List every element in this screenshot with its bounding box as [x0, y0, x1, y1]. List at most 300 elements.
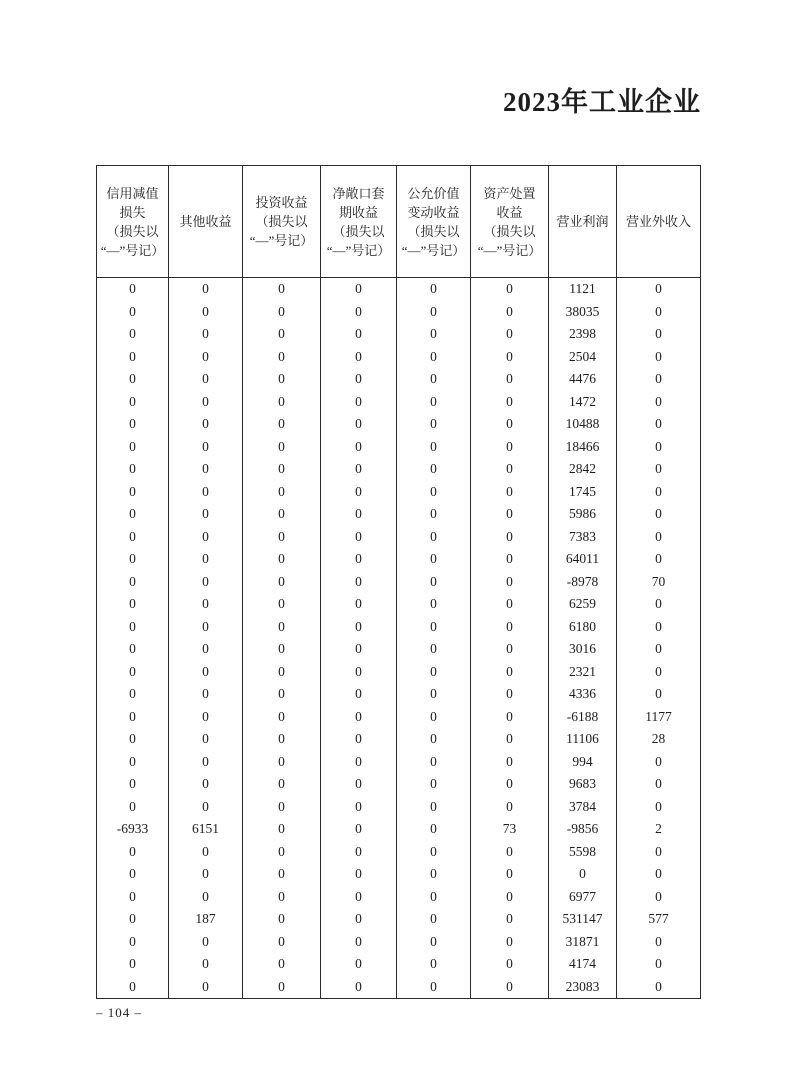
- table-cell: 0: [471, 413, 549, 436]
- table-cell: 0: [321, 301, 397, 324]
- table-cell: 0: [97, 616, 169, 639]
- table-cell: 0: [397, 661, 471, 684]
- table-cell: 0: [471, 796, 549, 819]
- table-cell: 0: [397, 683, 471, 706]
- table-row: [97, 278, 701, 301]
- table-cell: 0: [97, 368, 169, 391]
- table-cell: 0: [617, 458, 701, 481]
- table-cell: 0: [397, 706, 471, 729]
- table-cell: 0: [243, 818, 321, 841]
- table-cell: 0: [471, 953, 549, 976]
- table-header-row: [97, 166, 701, 278]
- table-cell: 4476: [549, 368, 617, 391]
- table-cell: 0: [243, 638, 321, 661]
- table-cell: 0: [471, 976, 549, 999]
- table-cell: 0: [97, 773, 169, 796]
- column-header-investment-income: [243, 166, 321, 278]
- table-cell: 0: [321, 458, 397, 481]
- table-cell: 1177: [617, 706, 701, 729]
- table-cell: 0: [617, 526, 701, 549]
- table-cell: 0: [97, 548, 169, 571]
- table-cell: 0: [471, 841, 549, 864]
- table-cell: 0: [397, 931, 471, 954]
- table-cell: 0: [397, 278, 471, 301]
- table-cell: 0: [471, 548, 549, 571]
- table-cell: -6188: [549, 706, 617, 729]
- table-cell: 0: [617, 841, 701, 864]
- table-cell: 0: [617, 953, 701, 976]
- table-cell: 0: [243, 908, 321, 931]
- table-row: [97, 593, 701, 616]
- table-cell: 18466: [549, 436, 617, 459]
- table-cell: 0: [97, 458, 169, 481]
- table-cell: 0: [471, 391, 549, 414]
- table-cell: 6180: [549, 616, 617, 639]
- table-cell: 0: [471, 706, 549, 729]
- table-cell: 0: [97, 593, 169, 616]
- table-cell: 0: [97, 301, 169, 324]
- table-row: [97, 953, 701, 976]
- table-cell: 0: [321, 796, 397, 819]
- table-cell: 0: [397, 728, 471, 751]
- table-cell: 0: [617, 301, 701, 324]
- table-cell: 0: [471, 526, 549, 549]
- table-cell: 0: [97, 706, 169, 729]
- table-row: [97, 571, 701, 594]
- table-cell: 0: [397, 773, 471, 796]
- column-header-fair-value-change-income: [397, 166, 471, 278]
- table-cell: 0: [321, 391, 397, 414]
- table-cell: 0: [169, 391, 243, 414]
- table-row: [97, 616, 701, 639]
- table-cell: 0: [471, 728, 549, 751]
- table-cell: 0: [617, 886, 701, 909]
- table-row: [97, 301, 701, 324]
- table-header: [97, 166, 701, 278]
- table-cell: 0: [397, 863, 471, 886]
- table-cell: 0: [321, 323, 397, 346]
- table-cell: 0: [617, 661, 701, 684]
- column-header-line: （损失以: [483, 223, 536, 239]
- page-number: – 104 –: [96, 1005, 142, 1020]
- table-cell: 2842: [549, 458, 617, 481]
- table-cell: 5598: [549, 841, 617, 864]
- table-cell: 0: [169, 458, 243, 481]
- table-cell: 0: [243, 278, 321, 301]
- table-cell: 0: [243, 436, 321, 459]
- column-header-line: “—”号记）: [100, 242, 165, 258]
- table-cell: 0: [243, 931, 321, 954]
- table-cell: 0: [243, 346, 321, 369]
- table-cell: 0: [97, 481, 169, 504]
- column-header-line: 变动收益: [407, 204, 460, 220]
- table-cell: 0: [321, 616, 397, 639]
- table-cell: 10488: [549, 413, 617, 436]
- table-cell: 0: [471, 458, 549, 481]
- table-cell: 0: [169, 413, 243, 436]
- table-row: [97, 908, 701, 931]
- table-cell: 0: [617, 751, 701, 774]
- table-cell: 0: [97, 571, 169, 594]
- table-cell: 0: [321, 368, 397, 391]
- table-cell: 0: [97, 391, 169, 414]
- table-cell: 0: [97, 728, 169, 751]
- table-cell: 0: [97, 683, 169, 706]
- table-cell: 0: [397, 526, 471, 549]
- table-cell: 31871: [549, 931, 617, 954]
- table-cell: 0: [321, 481, 397, 504]
- table-cell: 0: [617, 346, 701, 369]
- column-header-line: 营业外收入: [625, 214, 691, 229]
- table-cell: 0: [397, 976, 471, 999]
- column-header-line: “—”号记）: [326, 242, 391, 258]
- table-cell: 0: [397, 841, 471, 864]
- table-cell: 0: [169, 773, 243, 796]
- table-cell: 0: [397, 638, 471, 661]
- table-row: [97, 931, 701, 954]
- table-cell: 0: [169, 323, 243, 346]
- table-cell: 38035: [549, 301, 617, 324]
- column-header-line: 信用减值: [106, 185, 159, 201]
- table-cell: 0: [397, 458, 471, 481]
- table-cell: 0: [617, 503, 701, 526]
- table-cell: 2321: [549, 661, 617, 684]
- table-cell: 0: [321, 818, 397, 841]
- table-cell: 0: [97, 841, 169, 864]
- table-cell: 0: [321, 413, 397, 436]
- table-cell: 0: [169, 863, 243, 886]
- table-cell: 0: [321, 886, 397, 909]
- table-cell: 0: [617, 391, 701, 414]
- table-cell: 0: [617, 931, 701, 954]
- table-cell: 0: [321, 503, 397, 526]
- table-cell: 0: [169, 503, 243, 526]
- table-cell: 0: [243, 571, 321, 594]
- table-cell: 0: [617, 976, 701, 999]
- table-cell: 0: [97, 796, 169, 819]
- table-cell: 6977: [549, 886, 617, 909]
- table-cell: 4336: [549, 683, 617, 706]
- table-cell: 0: [97, 931, 169, 954]
- table-cell: 0: [243, 796, 321, 819]
- table-cell: 0: [243, 683, 321, 706]
- table-cell: 0: [243, 886, 321, 909]
- table-cell: 0: [169, 728, 243, 751]
- table-cell: 0: [397, 571, 471, 594]
- table-cell: 0: [397, 908, 471, 931]
- column-header-asset-disposal-income: [471, 166, 549, 278]
- column-header-line: 资产处置: [483, 185, 536, 201]
- table-cell: 0: [97, 886, 169, 909]
- table-cell: -6933: [97, 818, 169, 841]
- table-cell: 0: [471, 278, 549, 301]
- table-cell: 0: [397, 346, 471, 369]
- table-cell: 0: [243, 616, 321, 639]
- table-cell: 0: [397, 818, 471, 841]
- table-cell: 5986: [549, 503, 617, 526]
- table-cell: 0: [617, 368, 701, 391]
- table-cell: 0: [471, 436, 549, 459]
- table-cell: 0: [169, 976, 243, 999]
- column-header-line: 损失: [119, 204, 146, 220]
- table-cell: 0: [243, 481, 321, 504]
- table-cell: 1472: [549, 391, 617, 414]
- table-row: [97, 818, 701, 841]
- table-cell: 0: [321, 436, 397, 459]
- table-row: [97, 638, 701, 661]
- table-cell: 2398: [549, 323, 617, 346]
- table-cell: 7383: [549, 526, 617, 549]
- table-cell: 0: [321, 683, 397, 706]
- table-cell: 0: [169, 481, 243, 504]
- table-cell: 0: [97, 863, 169, 886]
- table-cell: -8978: [549, 571, 617, 594]
- column-header-line: “—”号记）: [477, 242, 542, 258]
- table-cell: 0: [169, 301, 243, 324]
- table-cell: 0: [243, 413, 321, 436]
- table-cell: 0: [321, 661, 397, 684]
- table-cell: 0: [617, 436, 701, 459]
- table-cell: 0: [97, 526, 169, 549]
- table-cell: 3784: [549, 796, 617, 819]
- table-cell: 0: [471, 638, 549, 661]
- table-cell: 0: [243, 526, 321, 549]
- table-row: [97, 436, 701, 459]
- table-cell: 0: [471, 931, 549, 954]
- table-cell: 0: [321, 773, 397, 796]
- column-header-line: 公允价值: [407, 185, 460, 201]
- table-cell: 0: [169, 616, 243, 639]
- table-row: [97, 706, 701, 729]
- table-cell: 0: [169, 751, 243, 774]
- table-row: [97, 346, 701, 369]
- table-cell: 0: [243, 503, 321, 526]
- table-cell: 0: [549, 863, 617, 886]
- table-row: [97, 413, 701, 436]
- table-cell: 0: [321, 976, 397, 999]
- table-cell: -9856: [549, 818, 617, 841]
- table-row: [97, 368, 701, 391]
- table-cell: 0: [397, 886, 471, 909]
- table-cell: 0: [617, 616, 701, 639]
- table-cell: 0: [471, 751, 549, 774]
- table-cell: 0: [397, 548, 471, 571]
- table-cell: 0: [471, 908, 549, 931]
- table-cell: 0: [397, 481, 471, 504]
- table-cell: 0: [471, 886, 549, 909]
- table-cell: 0: [169, 886, 243, 909]
- table-cell: 23083: [549, 976, 617, 999]
- table-cell: 0: [243, 593, 321, 616]
- table-row: [97, 391, 701, 414]
- table-cell: 0: [243, 706, 321, 729]
- column-header-line: “—”号记）: [249, 233, 314, 248]
- table-cell: 0: [169, 661, 243, 684]
- table-cell: 994: [549, 751, 617, 774]
- table-row: [97, 863, 701, 886]
- column-header-line: 营业利润: [556, 214, 609, 229]
- table-cell: 0: [397, 436, 471, 459]
- table-cell: 187: [169, 908, 243, 931]
- column-header-line: （损失以: [106, 223, 159, 239]
- column-header-line: （损失以: [332, 223, 385, 239]
- column-header-line: 收益: [496, 204, 523, 220]
- table-cell: 0: [321, 751, 397, 774]
- table-cell: 0: [321, 728, 397, 751]
- page-title: 2023年工业企业: [503, 87, 701, 117]
- table-cell: 64011: [549, 548, 617, 571]
- table-cell: 0: [471, 863, 549, 886]
- table-cell: 0: [321, 548, 397, 571]
- table-cell: 0: [243, 548, 321, 571]
- table-cell: 0: [471, 481, 549, 504]
- table-cell: 28: [617, 728, 701, 751]
- table-cell: 0: [169, 571, 243, 594]
- table-row: [97, 548, 701, 571]
- table-cell: 0: [617, 796, 701, 819]
- table-cell: 0: [321, 953, 397, 976]
- table-cell: 0: [617, 481, 701, 504]
- table-cell: 73: [471, 818, 549, 841]
- column-header-operating-profit: [549, 166, 617, 278]
- data-table: [96, 165, 701, 999]
- column-header-credit-impairment-loss: [97, 166, 169, 278]
- table-cell: 0: [321, 593, 397, 616]
- table-cell: 0: [169, 638, 243, 661]
- table-cell: 0: [321, 863, 397, 886]
- table-cell: 0: [243, 458, 321, 481]
- table-cell: 6151: [169, 818, 243, 841]
- table-cell: 0: [97, 413, 169, 436]
- column-header-line: 期收益: [338, 204, 378, 220]
- table-row: [97, 976, 701, 999]
- table-cell: 1121: [549, 278, 617, 301]
- table-cell: 0: [471, 346, 549, 369]
- table-cell: 0: [471, 368, 549, 391]
- table-cell: 0: [617, 638, 701, 661]
- table-cell: 0: [617, 683, 701, 706]
- table-cell: 0: [397, 503, 471, 526]
- table-cell: 0: [169, 706, 243, 729]
- table-cell: 0: [321, 841, 397, 864]
- table-cell: 0: [397, 616, 471, 639]
- table-cell: 0: [617, 773, 701, 796]
- column-header-line: 投资收益: [255, 195, 308, 210]
- table-cell: 0: [397, 593, 471, 616]
- table-row: [97, 773, 701, 796]
- table-cell: 0: [243, 863, 321, 886]
- table-cell: 0: [97, 323, 169, 346]
- table-cell: 4174: [549, 953, 617, 976]
- table-row: [97, 526, 701, 549]
- column-header-line: 净敞口套: [332, 185, 385, 201]
- table-cell: 0: [169, 683, 243, 706]
- table-cell: 0: [169, 796, 243, 819]
- table-cell: 0: [397, 301, 471, 324]
- table-cell: 0: [97, 976, 169, 999]
- table-cell: 11106: [549, 728, 617, 751]
- table-cell: 0: [97, 503, 169, 526]
- table-cell: 0: [97, 436, 169, 459]
- table-cell: 9683: [549, 773, 617, 796]
- table-cell: 3016: [549, 638, 617, 661]
- table-cell: 0: [169, 841, 243, 864]
- table-cell: 0: [397, 391, 471, 414]
- table-cell: 0: [617, 413, 701, 436]
- table-row: [97, 796, 701, 819]
- table-cell: 0: [617, 323, 701, 346]
- table-cell: 0: [169, 931, 243, 954]
- table-cell: 0: [471, 571, 549, 594]
- column-header-line: 其他收益: [179, 214, 232, 229]
- table-cell: 0: [397, 368, 471, 391]
- table-cell: 0: [169, 346, 243, 369]
- table-cell: 0: [169, 436, 243, 459]
- table-cell: 0: [321, 571, 397, 594]
- table-cell: 0: [617, 593, 701, 616]
- table-cell: 0: [169, 548, 243, 571]
- table-cell: 0: [321, 278, 397, 301]
- table-row: [97, 728, 701, 751]
- table-cell: 0: [321, 526, 397, 549]
- table-cell: 0: [169, 526, 243, 549]
- table-cell: 0: [397, 751, 471, 774]
- table-cell: 0: [471, 323, 549, 346]
- table-cell: 0: [471, 593, 549, 616]
- table-cell: 531147: [549, 908, 617, 931]
- table-cell: 0: [397, 796, 471, 819]
- table-cell: 0: [617, 548, 701, 571]
- table-cell: 0: [97, 346, 169, 369]
- table-cell: 2504: [549, 346, 617, 369]
- column-header-line: （损失以: [407, 223, 460, 239]
- column-header-non-operating-income: [617, 166, 701, 278]
- table-cell: 0: [169, 593, 243, 616]
- table-cell: 0: [617, 278, 701, 301]
- table-cell: 0: [321, 908, 397, 931]
- table-cell: 0: [617, 863, 701, 886]
- table-cell: 70: [617, 571, 701, 594]
- table-row: [97, 841, 701, 864]
- table-cell: 0: [243, 661, 321, 684]
- table-cell: 0: [243, 751, 321, 774]
- table-row: [97, 458, 701, 481]
- table-row: [97, 683, 701, 706]
- table-cell: 0: [169, 278, 243, 301]
- table-cell: 0: [97, 278, 169, 301]
- table-cell: 0: [471, 683, 549, 706]
- table-cell: 0: [321, 931, 397, 954]
- table-cell: 577: [617, 908, 701, 931]
- table-cell: 0: [97, 638, 169, 661]
- table-cell: 0: [397, 953, 471, 976]
- table-cell: 0: [97, 953, 169, 976]
- table-cell: 0: [397, 413, 471, 436]
- table-body: [97, 278, 701, 999]
- table-cell: 0: [471, 503, 549, 526]
- table-cell: 0: [471, 616, 549, 639]
- column-header-line: “—”号记）: [401, 242, 466, 258]
- table-cell: 1745: [549, 481, 617, 504]
- table-cell: 0: [243, 773, 321, 796]
- table-cell: 0: [97, 908, 169, 931]
- table-cell: 0: [243, 391, 321, 414]
- table-cell: 0: [321, 346, 397, 369]
- table-row: [97, 323, 701, 346]
- column-header-other-income: [169, 166, 243, 278]
- table-row: [97, 503, 701, 526]
- table-cell: 6259: [549, 593, 617, 616]
